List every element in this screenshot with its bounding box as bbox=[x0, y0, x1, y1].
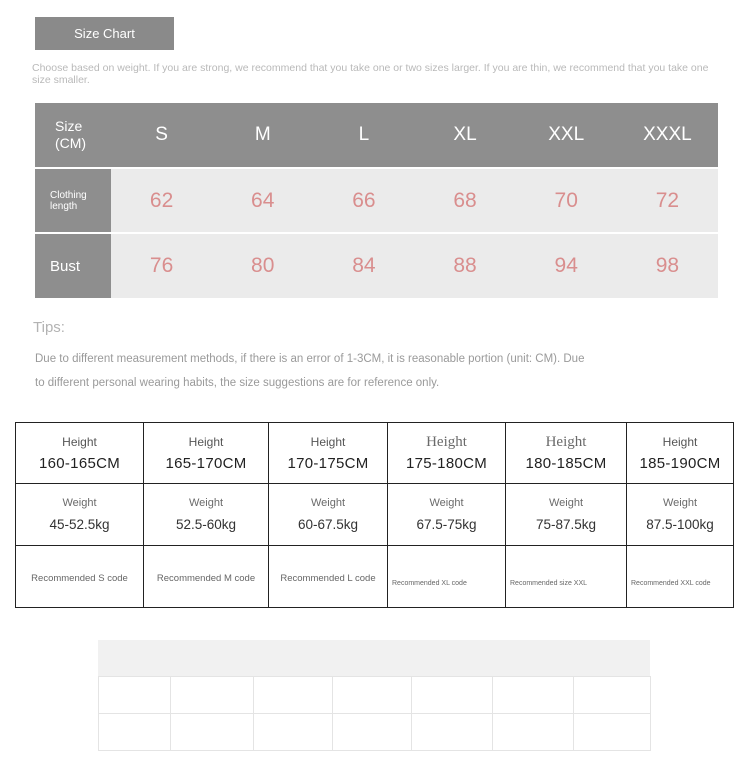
recommended-code: Recommended XL code bbox=[392, 580, 467, 587]
measurement-cell: 68 bbox=[414, 168, 515, 233]
weight-label: Weight bbox=[62, 497, 97, 509]
measurement-cell: 70 bbox=[516, 168, 617, 233]
height-cell bbox=[269, 423, 388, 484]
faded-cell bbox=[99, 714, 171, 751]
faded-cell bbox=[254, 677, 333, 714]
faded-cell bbox=[412, 714, 493, 751]
measurement-cell: 66 bbox=[313, 168, 414, 233]
measurement-cell: 94 bbox=[516, 233, 617, 298]
recommended-code: Recommended L code bbox=[280, 572, 376, 584]
faded-cell bbox=[171, 677, 254, 714]
faded-cell bbox=[333, 714, 412, 751]
weight-cell bbox=[144, 484, 269, 546]
height-cell bbox=[506, 423, 627, 484]
recommended-code: Recommended XXL code bbox=[631, 580, 711, 587]
row-label: Clothing length bbox=[35, 168, 111, 233]
height-label: Height bbox=[545, 434, 587, 450]
size-header-row bbox=[35, 103, 718, 168]
height-label: Height bbox=[62, 434, 97, 449]
faded-cell bbox=[412, 677, 493, 714]
height-cell bbox=[16, 423, 144, 484]
height-label: Height bbox=[310, 434, 346, 449]
weight-row bbox=[16, 484, 734, 546]
size-header-cell: S bbox=[111, 103, 212, 168]
faded-cell bbox=[574, 714, 651, 751]
row-label: Bust bbox=[35, 233, 111, 298]
weight-label: Weight bbox=[548, 497, 584, 509]
weight-cell bbox=[269, 484, 388, 546]
measurement-cell: 88 bbox=[414, 233, 515, 298]
measurement-cell: 62 bbox=[111, 168, 212, 233]
height-range: 160-165CM bbox=[38, 454, 121, 472]
recommended-code-row bbox=[16, 546, 734, 608]
height-range: 185-190CM bbox=[639, 454, 721, 472]
code-cell bbox=[627, 546, 734, 608]
size-chart-title: Size Chart bbox=[35, 17, 174, 50]
height-range: 170-175CM bbox=[287, 454, 369, 472]
measurement-cell: 64 bbox=[212, 168, 313, 233]
recommended-code: Recommended S code bbox=[31, 572, 128, 584]
size-header-cell: XL bbox=[414, 103, 515, 168]
recommended-code: Recommended M code bbox=[156, 572, 256, 584]
height-row bbox=[16, 423, 734, 484]
measurement-cell: 76 bbox=[111, 233, 212, 298]
measurement-cell: 80 bbox=[212, 233, 313, 298]
faded-cell bbox=[493, 677, 574, 714]
height-range: 175-180CM bbox=[405, 455, 488, 472]
size-recommendation-grid bbox=[15, 422, 734, 608]
weight-cell bbox=[506, 484, 627, 546]
faded-table-header bbox=[98, 640, 650, 676]
height-range: 165-170CM bbox=[165, 454, 247, 472]
faded-cell bbox=[333, 677, 412, 714]
height-label: Height bbox=[188, 434, 224, 449]
measurement-cell: 72 bbox=[617, 168, 718, 233]
recommended-code: Recommended size XXL bbox=[510, 580, 588, 587]
size-table bbox=[35, 103, 718, 298]
code-cell bbox=[144, 546, 269, 608]
weight-cell bbox=[388, 484, 506, 546]
code-cell bbox=[388, 546, 506, 608]
code-cell bbox=[269, 546, 388, 608]
size-advice-note: Choose based on weight. If you are strong, we recommend that you take one or two sizes larger. If you are thin, we recommend that you take one size smaller. bbox=[32, 62, 709, 86]
bust-row bbox=[35, 233, 718, 298]
weight-range: 60-67.5kg bbox=[297, 517, 359, 532]
height-range: 180-185CM bbox=[525, 455, 607, 472]
height-label: Height bbox=[426, 434, 467, 450]
size-header-cell: XXXL bbox=[617, 103, 718, 168]
code-cell bbox=[506, 546, 627, 608]
weight-label: Weight bbox=[310, 497, 346, 509]
weight-range: 87.5-100kg bbox=[646, 517, 714, 532]
weight-range: 67.5-75kg bbox=[416, 517, 477, 532]
weight-label: Weight bbox=[188, 497, 224, 509]
clothing-length-row bbox=[35, 168, 718, 233]
size-header-cell: M bbox=[212, 103, 313, 168]
height-cell bbox=[388, 423, 506, 484]
measurement-cell: 84 bbox=[313, 233, 414, 298]
weight-cell bbox=[627, 484, 734, 546]
code-cell bbox=[16, 546, 144, 608]
tips-text: Due to different measurement methods, if there is an error of 1-3CM, it is reasonable portion (unit: CM). Due to different personal wearing habits, the size suggestions are for reference only. bbox=[35, 353, 585, 389]
weight-label: Weight bbox=[662, 497, 698, 509]
size-corner-label: Size (CM) bbox=[35, 103, 111, 168]
faded-cell bbox=[171, 714, 254, 751]
size-header-cell: XXL bbox=[516, 103, 617, 168]
faded-table-grid bbox=[98, 676, 651, 751]
faded-cell bbox=[493, 714, 574, 751]
size-header-cell: L bbox=[313, 103, 414, 168]
weight-range: 75-87.5kg bbox=[535, 517, 597, 532]
height-cell bbox=[144, 423, 269, 484]
weight-cell bbox=[16, 484, 144, 546]
height-label: Height bbox=[662, 434, 698, 449]
faded-cell bbox=[99, 677, 171, 714]
weight-label: Weight bbox=[429, 497, 464, 509]
faded-table bbox=[98, 640, 650, 751]
weight-range: 52.5-60kg bbox=[175, 517, 237, 532]
tips-title: Tips: bbox=[33, 319, 65, 336]
height-cell bbox=[627, 423, 734, 484]
measurement-cell: 98 bbox=[617, 233, 718, 298]
weight-range: 45-52.5kg bbox=[49, 517, 110, 532]
faded-cell bbox=[574, 677, 651, 714]
faded-cell bbox=[254, 714, 333, 751]
